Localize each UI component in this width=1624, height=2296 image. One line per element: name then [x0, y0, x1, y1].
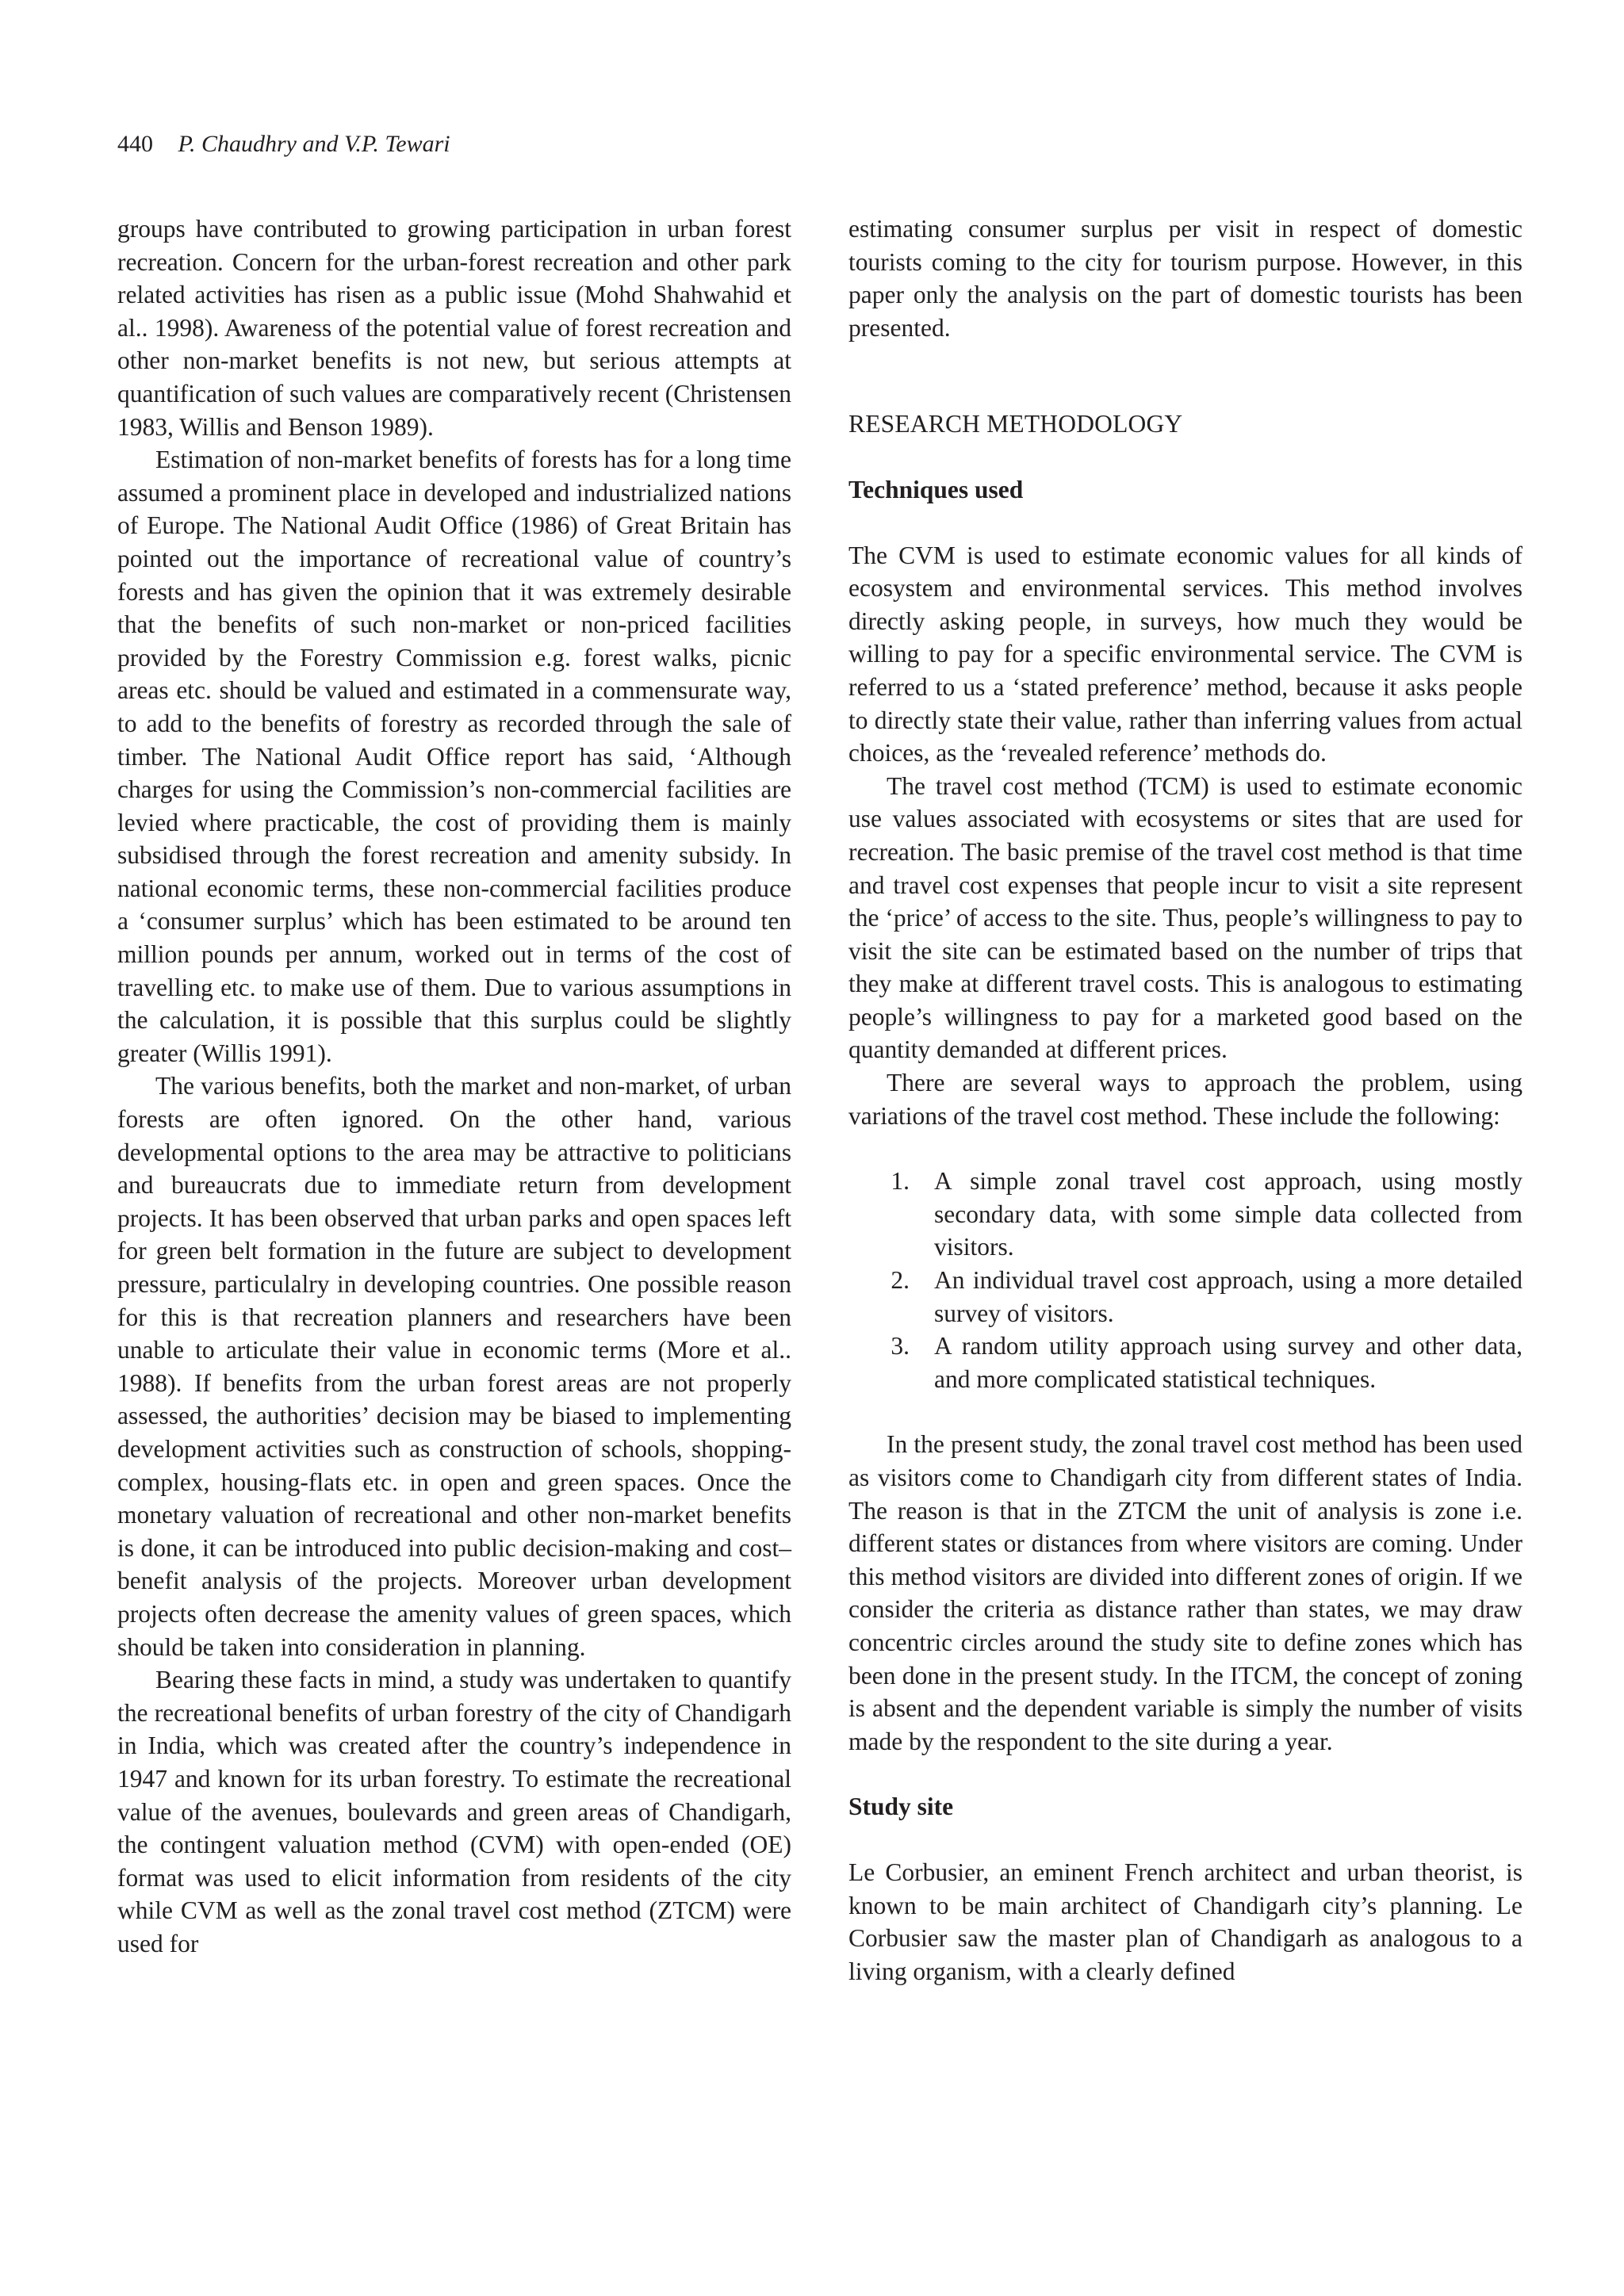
list-item-number: 2. — [891, 1266, 910, 1295]
list-item-text: An individual travel cost approach, using a more detailed survey of visitors. — [934, 1266, 1522, 1327]
body-paragraph: estimating consumer surplus per visit in respect of domestic tourists coming to the city for tourism purpose. However, in this paper only the analysis on the part of domestic tourists has been presented. — [848, 215, 1522, 342]
section-heading: RESEARCH METHODOLOGY — [848, 410, 1183, 438]
page-number: 440 — [117, 131, 153, 157]
body-paragraph: Bearing these facts in mind, a study was undertaken to quantify the recreational benefits of urban forestry of the city of Chandigarh in India, which was created after the country’s independence in 1947 and known for its urban forestry. To estimate the recreational value of the avenues, boulevards and green areas of Chandigarh, the contingent valuation method (CVM) with open-ended (OE) format was used to elicit information from residents of the city while CVM as well as the zonal travel cost method (ZTCM) were used for — [117, 1666, 791, 1957]
subsection-heading: Techniques used — [848, 475, 1024, 503]
subsection-heading: Study site — [848, 1793, 954, 1821]
right-column — [848, 212, 1522, 1988]
list-item-number: 3. — [891, 1332, 910, 1360]
list-item-text: A simple zonal travel cost approach, using mostly secondary data, with some simple data collected from visitors. — [934, 1167, 1522, 1261]
list-item-number: 1. — [891, 1167, 910, 1196]
body-paragraph: Le Corbusier, an eminent French architect and urban theorist, is known to be main architect of Chandigarh city’s planning. Le Corbusier saw the master plan of Chandigarh as analogous to a living organism, with a clearly defined — [848, 1858, 1522, 1985]
methods-list — [848, 1165, 1522, 1395]
body-paragraph: groups have contributed to growing participation in urban forest recreation. Concern for the urban-forest recreation and other park related activities has risen as a public issue (Mohd Shahwahid et al.. 1998). Awareness of the potential value of forest recreation and other non-market benefits is not new, but serious attempts at quantification of such values are comparatively recent (Christensen 1983, Willis and Benson 1989). — [117, 215, 791, 441]
body-paragraph: The travel cost method (TCM) is used to estimate economic use values associated with ecosystems or sites that are used for recreation. The basic premise of the travel cost method is that time and travel cost expenses that people incur to visit a site represent the ‘price’ of access to the site. Thus, people’s willingness to pay to visit the site can be estimated based on the number of trips that they make at different travel costs. This is analogous to estimating people’s willingness to pay for a marketed good based on the quantity demanded at different prices. — [848, 771, 1522, 1064]
body-paragraph: In the present study, the zonal travel cost method has been used as visitors come to Chandigarh city from different states of India. The reason is that in the ZTCM the unit of analysis is zone i.e. different states or distances from where visitors are coming. Under this method visitors are divided into different zones of origin. If we consider the criteria as distance rather than states, we may draw concentric circles around the study site to define zones which has been done in the present study. In the ITCM, the concept of zoning is absent and the dependent variable is simply the number of visits made by the respondent to the site during a year. — [848, 1430, 1522, 1755]
body-paragraph: The various benefits, both the market and non-market, of urban forests are often ignored. On the other hand, various developmental options to the area may be attractive to politicians and bureaucrats due to immediate return from development projects. It has been observed that urban parks and open spaces left for green belt formation in the future are subject to development pressure, particulalry in developing countries. One possible reason for this is that recreation planners and researchers have been unable to articulate their value in economic terms (More et al.. 1988). If benefits from the urban forest areas are not properly assessed, the authorities’ decision may be biased to implementing development activities such as construction of schools, shopping-complex, housing-flats etc. in open and green spaces. Once the monetary valuation of recreational and other non-market benefits is done, it can be introduced into public decision-making and cost–benefit analysis of the projects. Moreover urban development projects often decrease the amenity values of green spaces, which should be taken into consideration in planning. — [117, 1072, 791, 1661]
list-item — [848, 1264, 1522, 1330]
running-header — [117, 127, 450, 162]
list-item — [848, 1165, 1522, 1264]
body-paragraph: There are several ways to approach the problem, using variations of the travel cost method. These include the following: — [848, 1069, 1522, 1130]
left-column — [117, 212, 791, 1960]
body-paragraph: Estimation of non-market benefits of forests has for a long time assumed a prominent place in developed and industrialized nations of Europe. The National Audit Office (1986) of Great Britain has pointed out the importance of recreational value of country’s forests and has given the opinion that it was extremely desirable that the benefits of such non-market or non-priced facilities provided by the Forestry Commission e.g. forest walks, picnic areas etc. should be valued and estimated in a commensurate way, to add to the benefits of forestry as recorded through the sale of timber. The National Audit Office report has said, ‘Although charges for using the Commission’s non-commercial facilities are levied where practicable, the cost of providing them is mainly subsidised through the forest recreation and amenity subsidy. In national economic terms, these non-commercial facilities produce a ‘consumer surplus’ which has been estimated to be around ten million pounds per annum, worked out in terms of the cost of travelling etc. to make use of them. Due to various assumptions in the calculation, it is possible that this surplus could be slightly greater (Willis 1991). — [117, 446, 791, 1067]
body-paragraph: The CVM is used to estimate economic values for all kinds of ecosystem and environmental services. This method involves directly asking people, in surveys, how much they would be willing to pay for a specific environmental service. The CVM is referred to us a ‘stated preference’ method, because it asks people to directly state their value, rather than inferring values from actual choices, as the ‘revealed reference’ methods do. — [848, 541, 1522, 767]
running-header-authors: P. Chaudhry and V.P. Tewari — [178, 131, 450, 157]
list-item-text: A random utility approach using survey and other data, and more complicated statistical techniques. — [934, 1332, 1522, 1393]
list-item — [848, 1330, 1522, 1395]
